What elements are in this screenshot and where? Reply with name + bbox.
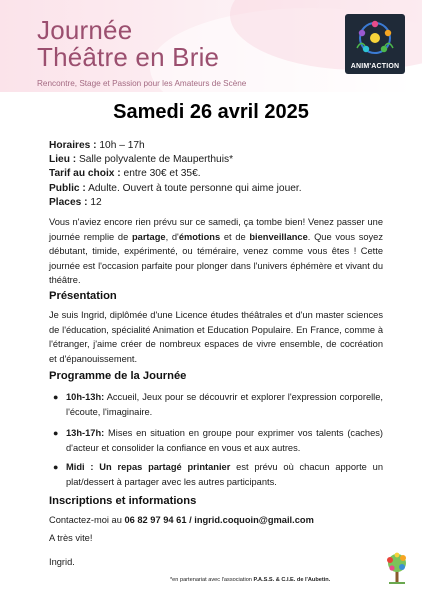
programme-text: Mises en situation en groupe pour exprimer vos talents (caches) d'acteur et consolider la confiance en vous et aux autres. <box>66 428 383 453</box>
lieu-label: Lieu : <box>49 154 77 166</box>
bullet-icon: ● <box>53 462 59 472</box>
intro-text: . Que vous soyez débutant, timide, expérimenté, ou téméraire, venez comme vous êtes ! Cette journée est l'occasion parfaite pour plonger dans l'univers éphémère et vivant du théâtre. <box>49 231 383 285</box>
title-line-1: Journée <box>37 15 133 45</box>
programme-text: est prévu où chacun apporte un plat/dessert à partager avec les autres participants. <box>66 462 383 487</box>
public-label: Public : <box>49 182 86 194</box>
lieu-line <box>49 153 302 167</box>
intro-highlight: émotions <box>178 231 221 242</box>
intro-highlight: bienveillance <box>249 231 308 242</box>
contact-line <box>49 515 314 525</box>
event-date-title: Samedi 26 avril 2025 <box>113 101 309 123</box>
signature: Ingrid. <box>49 557 75 567</box>
horaires-line <box>49 139 302 153</box>
programme-item <box>49 460 383 489</box>
contact-prefix: Contactez-moi au <box>49 515 125 525</box>
footnote-prefix: *en partenariat avec l'association <box>170 577 254 583</box>
horaires-label: Horaires : <box>49 140 97 151</box>
closing-text: A très vite! <box>49 533 93 543</box>
footnote-partners: P.A.S.S. & C.I.E. de l'Aubetin. <box>253 577 331 583</box>
bullet-icon: ● <box>53 392 59 402</box>
tagline: Rencontre, Stage et Passion pour les Amateurs de Scène <box>37 79 247 88</box>
places-label: Places : <box>49 196 88 208</box>
tree-logo-icon <box>383 551 411 585</box>
public-value: Adulte. Ouvert à toute personne qui aime jouer. <box>85 182 302 194</box>
public-line <box>49 182 302 196</box>
animaction-logo <box>345 14 405 74</box>
intro-text: , d' <box>165 231 179 242</box>
contact-details[interactable]: 06 82 97 94 61 / ingrid.coquoin@gmail.com <box>124 515 314 525</box>
places-value: 12 <box>87 196 102 208</box>
horaires-value: 10h – 17h <box>96 140 145 151</box>
bullet-icon: ● <box>53 428 59 438</box>
tarif-line <box>49 167 302 181</box>
contact-heading: Inscriptions et informations <box>49 495 197 507</box>
programme-item <box>49 426 383 455</box>
intro-highlight: partage <box>131 231 166 242</box>
title-line-2: Théâtre en Brie <box>37 42 220 72</box>
people-circle-icon <box>355 18 395 58</box>
programme-time: 10h-13h: <box>66 392 105 402</box>
intro-text: Vous n'aviez encore rien prévu sur ce samedi, ça tombe bien! Venez passer une journée remplie de <box>49 217 383 242</box>
tarif-value: entre 30€ et 35€. <box>120 168 201 180</box>
intro-text: et de <box>220 231 250 242</box>
intro-paragraph <box>49 215 383 288</box>
programme-item <box>49 390 383 419</box>
partner-footnote <box>170 577 330 583</box>
tarif-label: Tarif au choix : <box>49 168 121 180</box>
programme-text: Accueil, Jeux pour se découvrir et explorer l'expression corporelle, l'écoute, l'imaginaire. <box>66 392 383 417</box>
programme-time: 13h-17h: <box>66 428 105 438</box>
presentation-paragraph: Je suis Ingrid, diplômée d'une Licence études théâtrales et d'un master sciences de l'éducation, spécialité Animation et Education Populaire. En France, comme à l'étranger, j'aime créer de nombreux espaces de vivre ensemble, de cocréation et d'épanouissement. <box>49 310 383 364</box>
event-info-block <box>49 139 302 210</box>
lieu-value: Salle polyvalente de Mauperthuis* <box>76 154 234 166</box>
presentation-heading: Présentation <box>49 290 117 302</box>
logo-label: ANIM'ACTION <box>350 63 400 70</box>
programme-time: Midi : Un repas partagé printanier <box>66 462 231 472</box>
programme-heading: Programme de la Journée <box>49 370 187 382</box>
places-line <box>49 196 302 210</box>
